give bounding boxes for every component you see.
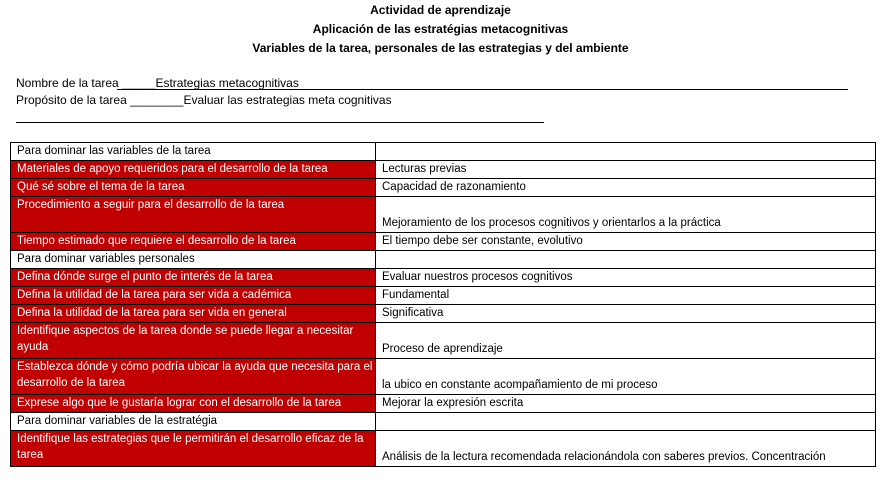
answer-cell[interactable]: Análisis de la lectura recomendada relacionándola con saberes previos. Concentración: [376, 431, 876, 467]
document-subtitle: Aplicación de las estratégias metacognitivas: [312, 22, 569, 36]
section-row: [11, 251, 876, 269]
question-cell: Tiempo estimado que requiere el desarrollo de la tarea: [11, 233, 376, 251]
question-cell: Exprese algo que le gustaría lograr con el desarrollo de la tarea: [11, 395, 376, 413]
table-row: [11, 287, 876, 305]
document-title: Actividad de aprendizaje: [370, 3, 511, 17]
answer-cell[interactable]: Significativa: [376, 305, 876, 323]
question-cell: Defina dónde surge el punto de interés de la tarea: [11, 269, 376, 287]
answer-cell[interactable]: Mejoramiento de los procesos cognitivos y orientarlos a la práctica: [376, 197, 876, 233]
table-row: [11, 395, 876, 413]
answer-cell[interactable]: Fundamental: [376, 287, 876, 305]
question-cell: Defina la utilidad de la tarea para ser vida en general: [11, 305, 376, 323]
question-cell: Defina la utilidad de la tarea para ser vida a cadémica: [11, 287, 376, 305]
table-row: [11, 233, 876, 251]
question-cell: Identifique aspectos de la tarea donde se puede llegar a necesitar ayuda: [11, 323, 376, 359]
purpose-value[interactable]: Evaluar las estrategias meta cognitivas: [183, 93, 392, 107]
table-row: [11, 359, 876, 395]
task-variables-table: [10, 142, 876, 467]
answer-cell[interactable]: [376, 143, 876, 161]
table-row: [11, 161, 876, 179]
question-cell: Procedimiento a seguir para el desarrollo de la tarea: [11, 197, 376, 233]
section-row: [11, 413, 876, 431]
question-cell: Identifique las estrategias que le permitirán el desarrollo eficaz de la tarea: [11, 431, 376, 467]
task-name-underline: [117, 89, 848, 90]
table-row: [11, 323, 876, 359]
table-row: [11, 269, 876, 287]
task-name-label: Nombre de la tarea _____: [16, 76, 156, 90]
answer-cell[interactable]: [376, 413, 876, 431]
answer-cell[interactable]: El tiempo debe ser constante, evolutivo: [376, 233, 876, 251]
task-name-value[interactable]: Estrategias metacognitivas: [155, 76, 299, 90]
table-row: [11, 431, 876, 467]
answer-cell[interactable]: [376, 251, 876, 269]
answer-cell[interactable]: Evaluar nuestros procesos cognitivos: [376, 269, 876, 287]
answer-cell[interactable]: la ubico en constante acompañamiento de mi proceso: [376, 359, 876, 395]
answer-cell[interactable]: Lecturas previas: [376, 161, 876, 179]
answer-cell[interactable]: Mejorar la expresión escrita: [376, 395, 876, 413]
document-subtitle-2: Variables de la tarea, personales de las estrategias y del ambiente: [252, 41, 629, 55]
section-heading: Para dominar las variables de la tarea: [11, 143, 376, 161]
table-row: [11, 197, 876, 233]
question-cell: Establezca dónde y cómo podría ubicar la ayuda que necesita para el desarrollo de la tarea: [11, 359, 376, 395]
purpose-label: Propósito de la tarea ________: [16, 93, 184, 107]
document-header: [0, 0, 881, 58]
answer-cell[interactable]: Proceso de aprendizaje: [376, 323, 876, 359]
table-row: [11, 179, 876, 197]
question-cell: Materiales de apoyo requeridos para el desarrollo de la tarea: [11, 161, 376, 179]
section-row: [11, 143, 876, 161]
separator-line: [16, 122, 544, 123]
purpose-line: [16, 93, 392, 107]
section-heading: Para dominar variables de la estratégia: [11, 413, 376, 431]
answer-cell[interactable]: Capacidad de razonamiento: [376, 179, 876, 197]
table-row: [11, 305, 876, 323]
task-name-line: [16, 76, 299, 90]
question-cell: Qué sé sobre el tema de la tarea: [11, 179, 376, 197]
section-heading: Para dominar variables personales: [11, 251, 376, 269]
